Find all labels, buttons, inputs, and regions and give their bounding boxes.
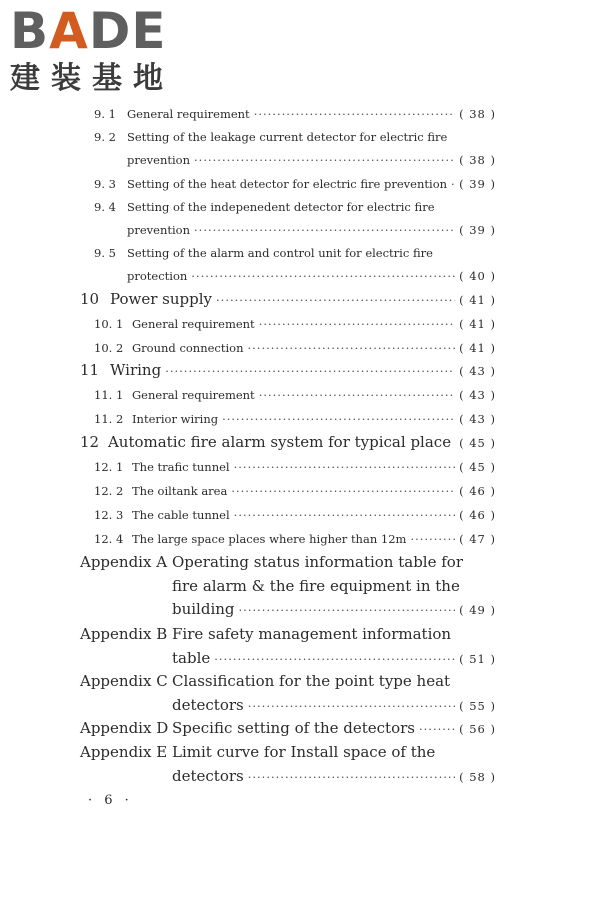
publisher-logo [10,2,174,96]
toc-page: ( 38 ) [459,153,496,167]
toc-title: Wiring [110,361,162,379]
toc-title: building [172,600,235,618]
toc-page: ( 41 ) [459,317,496,331]
toc-page: ( 39 ) [459,223,496,237]
toc-title: Setting of the alarm and control unit for electric fire [127,246,433,260]
toc-title: detectors [172,696,244,714]
toc-appendix-e-cont [172,767,496,785]
page-number: · 6 · [88,793,133,808]
toc-page: ( 56 ) [459,722,496,736]
toc-number: 11 [80,361,100,379]
toc-leader-dots [222,412,455,426]
toc-number: 11. 1 [94,388,124,402]
toc-page: ( 45 ) [459,436,496,450]
toc-title: General requirement [127,107,250,121]
toc-number: 11. 2 [94,412,124,426]
toc-title: Operating status information table for [172,553,463,571]
toc-title: The trafic tunnel [132,460,230,474]
toc-appendix-a-cont-1 [172,577,460,595]
toc-leader-dots [410,532,455,546]
toc-entry-9-2 [94,130,447,144]
toc-leader-dots [194,153,455,167]
toc-entry-10-2 [94,341,496,355]
toc-title: Specific setting of the detectors [172,719,415,737]
toc-page: ( 43 ) [459,364,496,378]
toc-page: ( 39 ) [459,177,496,191]
logo-letter-b: B [10,2,50,60]
toc-number: Appendix E [80,743,168,761]
toc-title: Setting of the heat detector for electric fire prevention [127,177,448,191]
toc-title: Ground connection [132,341,244,355]
toc-number: 12. 2 [94,484,124,498]
toc-number: 9. 2 [94,130,116,144]
toc-leader-dots [234,460,455,474]
toc-number: Appendix A [80,553,168,571]
toc-entry-9-5 [94,246,433,260]
toc-leader-dots [248,770,455,784]
toc-leader-dots [248,699,455,713]
toc-title: The oiltank area [132,484,228,498]
toc-chapter-11 [80,361,496,379]
toc-entry-9-2-cont [127,153,496,167]
toc-leader-dots [259,388,455,402]
toc-number: 10. 2 [94,341,124,355]
toc-title: Setting of the indepenedent detector for electric fire [127,200,435,214]
toc-appendix-a [80,553,463,571]
toc-entry-11-1 [94,388,496,402]
toc-leader-dots [419,722,455,736]
toc-title: Classification for the point type heat [172,672,451,690]
toc-page: ( 38 ) [459,107,496,121]
toc-appendix-b-cont [172,649,496,667]
toc-leader-dots [165,364,455,378]
toc-number: Appendix D [80,719,169,737]
toc-appendix-b [80,625,451,643]
toc-appendix-e [80,743,435,761]
toc-leader-dots [239,603,456,617]
toc-title: Interior wiring [132,412,219,426]
toc-entry-9-1 [94,107,496,121]
toc-title: Power supply [110,290,213,308]
toc-leader-dots [451,177,455,191]
toc-entry-9-5-cont [127,269,496,283]
toc-page: ( 41 ) [459,293,496,307]
toc-title: detectors [172,767,244,785]
toc-page: ( 41 ) [459,341,496,355]
logo-wordmark [10,2,174,60]
toc-leader-dots [214,652,455,666]
toc-page: ( 43 ) [459,412,496,426]
toc-page: ( 46 ) [459,508,496,522]
toc-appendix-c [80,672,450,690]
toc-entry-11-2 [94,412,496,426]
toc-title: table [172,649,211,667]
toc-entry-10-1 [94,317,496,331]
toc-chapter-10 [80,290,496,308]
logo-chinese-text: 建装基地 [10,61,174,96]
toc-leader-dots [254,107,455,121]
toc-number: 12. 3 [94,508,124,522]
toc-title: The large space places where higher than 12m [132,532,407,546]
toc-leader-dots [234,508,455,522]
toc-title: General requirement [132,317,255,331]
toc-number: 12. 4 [94,532,124,546]
toc-title: General requirement [132,388,255,402]
toc-number: 10. 1 [94,317,124,331]
toc-entry-12-3 [94,508,496,522]
toc-leader-dots [216,293,455,307]
toc-number: Appendix C [80,672,168,690]
toc-title: The cable tunnel [132,508,230,522]
logo-letters-de: DE [88,2,167,60]
toc-title: Fire safety management information [172,625,452,643]
toc-number: 9. 1 [94,107,116,121]
toc-number: 10 [80,290,100,308]
toc-entry-9-4 [94,200,435,214]
toc-appendix-d [80,719,496,737]
toc-leader-dots [191,269,455,283]
toc-title: Automatic fire alarm system for typical place [107,433,452,451]
toc-number: 9. 3 [94,177,116,191]
toc-number: 12 [80,433,100,451]
toc-page: ( 43 ) [459,388,496,402]
toc-number: 12. 1 [94,460,124,474]
toc-title: protection [127,269,188,283]
toc-appendix-c-cont [172,696,496,714]
toc-entry-12-1 [94,460,496,474]
toc-chapter-12 [80,433,496,451]
toc-title: fire alarm & the fire equipment in the [172,577,460,595]
toc-page: ( 46 ) [459,484,496,498]
toc-page: ( 45 ) [459,460,496,474]
toc-page: ( 49 ) [459,603,496,617]
toc-appendix-a-cont-2 [172,600,496,618]
toc-entry-9-4-cont [127,223,496,237]
toc-page: ( 55 ) [459,699,496,713]
toc-entry-12-2 [94,484,496,498]
toc-page: ( 47 ) [459,532,496,546]
toc-entry-12-4 [94,532,496,546]
toc-page: ( 58 ) [459,770,496,784]
toc-leader-dots [231,484,455,498]
toc-number: Appendix B [80,625,168,643]
toc-title: prevention [127,153,191,167]
toc-number: 9. 5 [94,246,116,260]
toc-page: ( 51 ) [459,652,496,666]
toc-entry-9-3 [94,177,496,191]
toc-leader-dots [248,341,456,355]
toc-title: Limit curve for Install space of the [172,743,436,761]
toc-page: ( 40 ) [459,269,496,283]
toc-title: Setting of the leakage current detector for electric fire [127,130,448,144]
toc-number: 9. 4 [94,200,116,214]
toc-leader-dots [259,317,455,331]
toc-title: prevention [127,223,191,237]
logo-letter-a-accent: A [49,2,89,60]
toc-leader-dots [194,223,455,237]
